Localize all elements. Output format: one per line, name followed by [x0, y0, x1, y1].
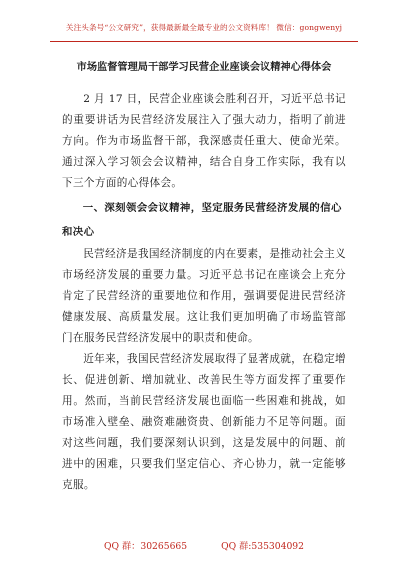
- footer-qq-group-2: QQ 群:535304092: [221, 541, 304, 552]
- section1-paragraph-1: 民营经济是我国经济制度的内在要素，是推动社会主义市场经济发展的重要力量。习近平总书记在座谈会上充分肯定了民营经济的重要地位和作用，强调要促进民营经济健康发展、高质量发展。这让我们更加明确了市场监管部门在服务民营经济发展中的职责和使命。: [62, 248, 346, 344]
- footer-qq-group-1: QQ 群：30265665: [103, 541, 188, 552]
- section1-paragraph-2: 近年来，我国民营经济发展取得了显著成就，在稳定增长、促进创新、增加就业、改善民生等方面发挥了重要作用。然而，当前民营经济发展也面临一些困难和挑战，如市场准入壁垒、融资难融资贵、创新能力不足等问题。面对这些问题，我们要深刻认识到，这是发展中的问题、前进中的困难，只要我们坚定信心、齐心协力，就一定能够克服。: [62, 353, 346, 491]
- header-divider: [50, 41, 358, 42]
- header-banner: 关注头条号“公文研究”，获得最新最全最专业的公文资料库！ 微信：gongwenyj: [65, 23, 343, 32]
- footer: [0, 538, 408, 552]
- document-title: 市场监督管理局干部学习民营企业座谈会议精神心得体会: [76, 62, 332, 73]
- intro-paragraph: 2 月 17 日，民营企业座谈会胜利召开，习近平总书记的重要讲话为民营经济发展注入了强大动力，指明了前进方向。作为市场监督干部，我深感责任重大、使命光荣。通过深入学习领会会议精神，结合自身工作实际，我有以下三个方面的心得体会。: [62, 93, 346, 189]
- section-heading-1: 一、深刻领会会议精神，坚定服务民营经济发展的信心和决心: [62, 202, 342, 238]
- document-body: [62, 60, 346, 496]
